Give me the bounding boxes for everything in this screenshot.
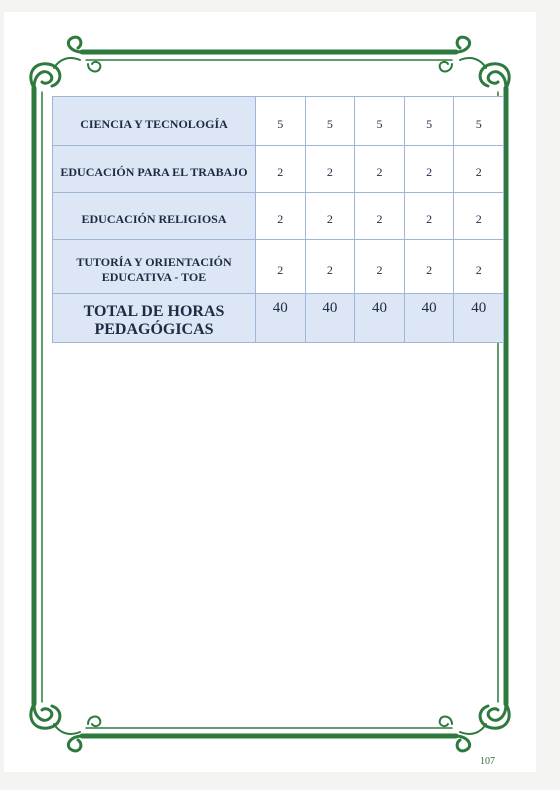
scroll-ornament-icon — [440, 37, 509, 88]
hours-cell: 2 — [256, 240, 306, 294]
hours-cell: 2 — [404, 193, 454, 240]
table-row — [53, 240, 504, 294]
total-label-cell: TOTAL DE HORAS PEDAGÓGICAS — [53, 294, 256, 343]
hours-cell: 2 — [454, 240, 504, 294]
document-page — [4, 12, 536, 772]
subject-cell: TUTORÍA Y ORIENTACIÓN EDUCATIVA - TOE — [53, 240, 256, 294]
hours-table — [52, 96, 504, 343]
hours-cell: 2 — [454, 146, 504, 193]
table-row — [53, 97, 504, 146]
hours-cell: 2 — [305, 146, 355, 193]
subject-cell: EDUCACIÓN PARA EL TRABAJO — [53, 146, 256, 193]
table-row — [53, 146, 504, 193]
page-number: 107 — [480, 756, 495, 767]
hours-cell: 2 — [404, 240, 454, 294]
total-row — [53, 294, 504, 343]
hours-cell: 5 — [305, 97, 355, 146]
hours-cell: 2 — [355, 193, 405, 240]
hours-cell: 2 — [355, 146, 405, 193]
hours-cell: 2 — [305, 193, 355, 240]
hours-cell: 5 — [454, 97, 504, 146]
hours-cell: 2 — [256, 193, 306, 240]
subject-cell: EDUCACIÓN RELIGIOSA — [53, 193, 256, 240]
table-row — [53, 193, 504, 240]
hours-cell: 2 — [355, 240, 405, 294]
total-hours-cell: 40 — [454, 294, 504, 343]
scroll-ornament-icon — [31, 37, 100, 88]
total-hours-cell: 40 — [355, 294, 405, 343]
hours-cell: 5 — [256, 97, 306, 146]
total-hours-cell: 40 — [404, 294, 454, 343]
hours-cell: 2 — [404, 146, 454, 193]
total-hours-cell: 40 — [256, 294, 306, 343]
hours-cell: 5 — [355, 97, 405, 146]
hours-cell: 5 — [404, 97, 454, 146]
hours-cell: 2 — [256, 146, 306, 193]
hours-cell: 2 — [305, 240, 355, 294]
total-hours-cell: 40 — [305, 294, 355, 343]
hours-cell: 2 — [454, 193, 504, 240]
subject-cell: CIENCIA Y TECNOLOGÍA — [53, 97, 256, 146]
